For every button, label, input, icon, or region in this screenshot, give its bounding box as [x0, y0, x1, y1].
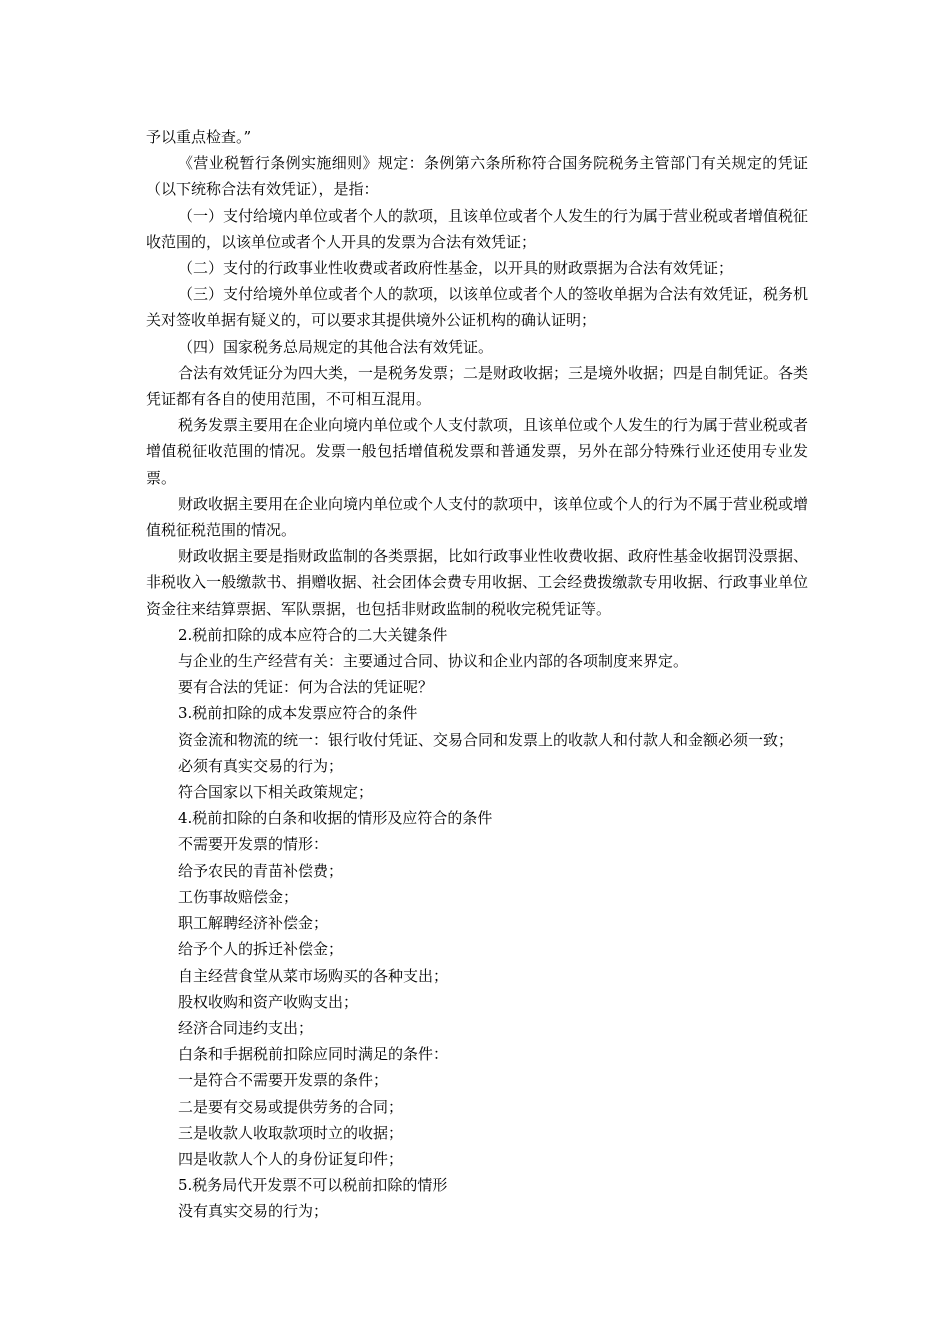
paragraph: 不需要开发票的情形：: [178, 835, 329, 854]
list-item: 工伤事故赔偿金；: [178, 887, 299, 906]
section-heading: 3.税前扣除的成本发票应符合的条件: [178, 704, 418, 723]
paragraph: 资金流和物流的统一：银行收付凭证、交易合同和发票上的收款人和付款人和金额必须一致；: [178, 730, 794, 749]
list-item: 股权收购和资产收购支出；: [178, 992, 359, 1011]
document-body: [146, 124, 808, 1225]
list-item: 给予农民的青苗补偿费；: [178, 861, 344, 880]
paragraph: 合法有效凭证分为四大类，一是税务发票；二是财政收据；三是境外收据；四是自制凭证。各类凭证都有各自的使用范围，不可相互混用。: [146, 363, 809, 409]
list-item: 四是收款人个人的身份证复印件；: [178, 1149, 404, 1168]
section-heading: 5.税务局代开发票不可以税前扣除的情形: [178, 1176, 448, 1195]
paragraph: 要有合法的凭证：何为合法的凭证呢？: [178, 678, 434, 697]
paragraph: 白条和手据税前扣除应同时满足的条件：: [178, 1045, 449, 1064]
list-item: 给予个人的拆迁补偿金；: [178, 940, 344, 959]
paragraph: （二）支付的行政事业性收费或者政府性基金，以开具的财政票据为合法有效凭证；: [178, 259, 734, 278]
section-heading: 4.税前扣除的白条和收据的情形及应符合的条件: [178, 809, 493, 828]
list-item: 必须有真实交易的行为；: [178, 756, 344, 775]
paragraph: 《营业税暂行条例实施细则》规定：条例第六条所称符合国务院税务主管部门有关规定的凭证（以下统称合法有效凭证），是指：: [146, 154, 808, 199]
paragraph: （三）支付给境外单位或者个人的款项，以该单位或者个人的签收单据为合法有效凭证，税务机关对签收单据有疑义的，可以要求其提供境外公证机构的确认证明；: [146, 285, 809, 330]
paragraph: （四）国家税务总局规定的其他合法有效凭证。: [178, 337, 494, 356]
list-item: 自主经营食堂从菜市场购买的各种支出；: [178, 966, 449, 985]
paragraph: 税务发票主要用在企业向境内单位或个人支付款项，且该单位或个人发生的行为属于营业税或者增值税征收范围的情况。发票一般包括增值税发票和普通发票，另外在部分特殊行业还使用专业发票。: [146, 416, 809, 487]
paragraph: 予以重点检查。”: [146, 128, 252, 146]
paragraph: 财政收据主要用在企业向境内单位或个人支付的款项中，该单位或个人的行为不属于营业税或增值税征税范围的情况。: [146, 494, 809, 540]
list-item: 经济合同违约支出；: [178, 1018, 314, 1037]
list-item: 二是要有交易或提供劳务的合同；: [178, 1097, 404, 1116]
list-item: 三是收款人收取款项时立的收据；: [178, 1123, 404, 1142]
paragraph: （一）支付给境内单位或者个人的款项，且该单位或者个人发生的行为属于营业税或者增值税征收范围的，以该单位或者个人开具的发票为合法有效凭证；: [146, 206, 809, 251]
list-item: 一是符合不需要开发票的条件；: [178, 1071, 389, 1090]
list-item: 没有真实交易的行为；: [178, 1202, 329, 1221]
list-item: 符合国家以下相关政策规定；: [178, 783, 374, 802]
paragraph: 与企业的生产经营有关：主要通过合同、协议和企业内部的各项制度来界定。: [178, 652, 689, 671]
paragraph: 财政收据主要是指财政监制的各类票据，比如行政事业性收费收据、政府性基金收据罚没票据、非税收入一般缴款书、捐赠收据、社会团体会费专用收据、工会经费拨缴款专用收据、行政事业单位资金往来结算票据、军队票据，也包括非财政监制的税收完税凭证等。: [146, 547, 809, 618]
section-heading: 2.税前扣除的成本应符合的二大关键条件: [178, 625, 448, 644]
list-item: 职工解聘经济补偿金；: [178, 914, 329, 933]
